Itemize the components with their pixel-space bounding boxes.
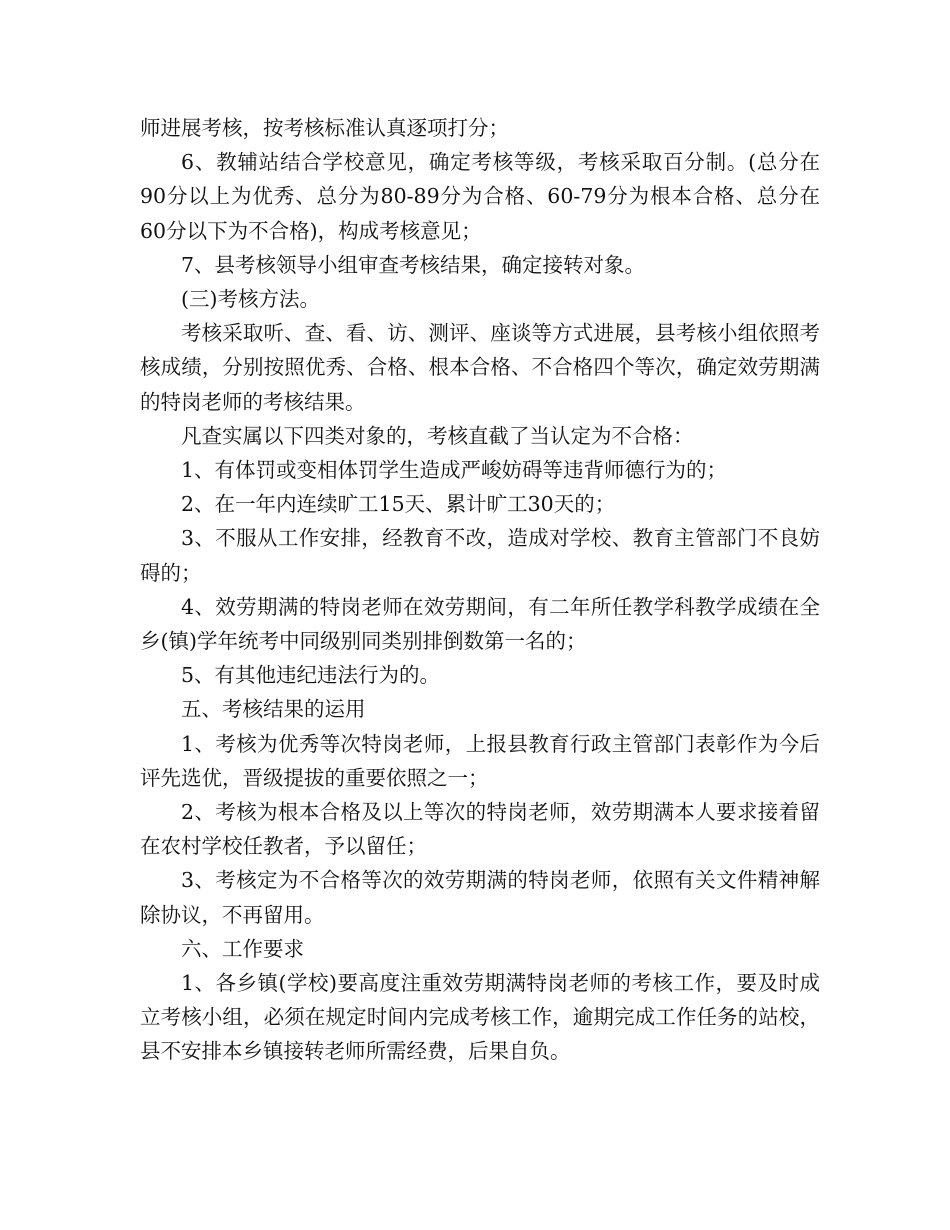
list-item-results-1: 1、考核为优秀等次特岗老师，上报县教育行政主管部门表彰作为今后评先选优，晋级提拔的重要依照之一； (140, 731, 820, 790)
section-heading-work-requirements: 六、工作要求 (181, 936, 304, 961)
paragraph-continuation: 师进展考核，按考核标准认真逐项打分； (140, 116, 509, 140)
list-item-unqualified-1: 1、有体罚或变相体罚学生造成严峻妨碍等违背师德行为的； (181, 458, 728, 483)
paragraph-item-7: 7、县考核领导小组审查考核结果，确定接转对象。 (181, 252, 646, 277)
list-item-requirements-1: 1、各乡镇(学校)要高度注重效劳期满特岗老师的考核工作，要及时成立考核小组，必须在规定时间内完成考核工作，逾期完成工作任务的站校，县不安排本乡镇接转老师所需经费，后果自负。 (140, 971, 820, 1064)
list-item-unqualified-3: 3、不服从工作安排，经教育不改，造成对学校、教育主管部门不良妨碍的； (140, 526, 820, 585)
section-heading-assessment-method: (三)考核方法。 (181, 287, 320, 312)
list-item-results-3: 3、考核定为不合格等次的效劳期满的特岗老师，依照有关文件精神解除协议，不再留用。 (140, 868, 820, 927)
list-item-unqualified-2: 2、在一年内连续旷工15天、累计旷工30天的； (181, 492, 616, 517)
document-body (140, 111, 820, 1069)
paragraph-unqualified-intro: 凡查实属以下四类对象的，考核直截了当认定为不合格： (181, 423, 694, 448)
section-heading-results-usage: 五、考核结果的运用 (181, 697, 366, 722)
paragraph-assessment-method: 考核采取听、查、看、访、测评、座谈等方式进展，县考核小组依照考核成绩，分别按照优秀、合格、根本合格、不合格四个等次，确定效劳期满的特岗老师的考核结果。 (140, 321, 820, 414)
list-item-unqualified-4: 4、效劳期满的特岗老师在效劳期间，有二年所任教学科教学成绩在全乡(镇)学年统考中同级别同类别排倒数第一名的； (140, 594, 820, 654)
paragraph-item-6: 6、教辅站结合学校意见，确定考核等级，考核采取百分制。(总分在90分以上为优秀、总分为80-89分为合格、60-79分为根本合格、总分在60分以下为不合格)，构成考核意见； (140, 150, 820, 243)
list-item-unqualified-5: 5、有其他违纪违法行为的。 (181, 663, 441, 688)
list-item-results-2: 2、考核为根本合格及以上等次的特岗老师，效劳期满本人要求接着留在农村学校任教者，予以留任； (140, 800, 820, 859)
